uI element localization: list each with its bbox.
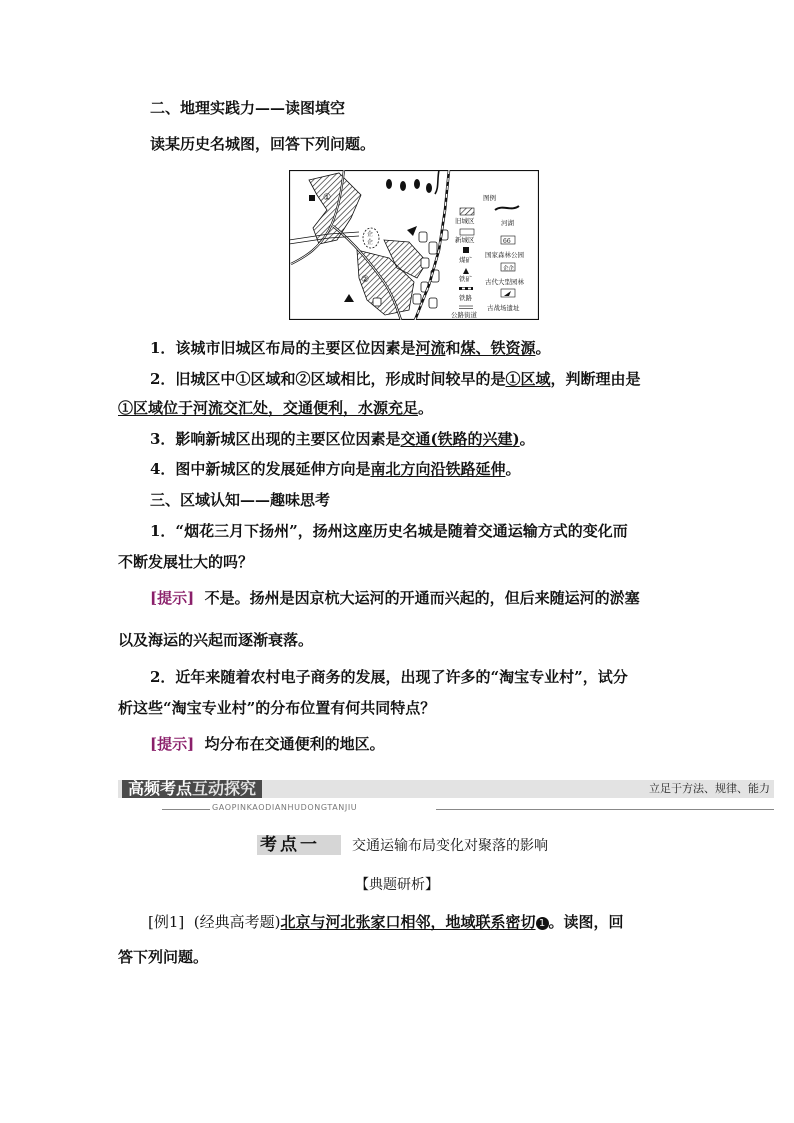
example-section-label: 【典题研析】	[355, 877, 439, 893]
think-2-line2: 析这些“淘宝专业村”的分布位置有何共同特点？	[118, 699, 436, 717]
legend-new-city: 新城区	[455, 236, 475, 244]
example-1-line1: [例1] (经典高考题)北京与河北张家口相邻，地域联系密切 1 。读图，回	[148, 913, 624, 931]
think-2-line1: 2．近年来随着农村电子商务的发展，出现了许多的“淘宝专业村”，试分	[150, 668, 628, 686]
think-1-hint-line1: [提示] 不是。扬州是因京杭大运河的开通而兴起的，但后来随运河的淤塞	[150, 589, 640, 607]
banner-title: 高频考点互动探究	[122, 780, 262, 798]
think-1-hint-line2: 以及海运的兴起而逐渐衰落。	[118, 631, 314, 649]
legend-forest-park: 国家森林公园	[485, 251, 524, 259]
svg-text:企: 企	[367, 239, 374, 246]
question-2-line2: ①区域位于河流交汇处，交通便利，水源充足。	[118, 399, 434, 417]
svg-text:企企: 企企	[503, 266, 515, 272]
section2-heading: 二、地理实践力——读图填空	[150, 99, 346, 117]
legend-road: 公路街道	[451, 311, 477, 319]
banner-pinyin: GAOPINKAODIANHUDONGTANJIU	[212, 803, 358, 812]
section3-heading: 三、区域认知——趣味思考	[150, 491, 331, 509]
legend-old-city: 旧城区	[455, 217, 475, 225]
legend-river: 河湖	[501, 219, 514, 227]
section-banner	[118, 780, 774, 800]
marker-2: ②	[361, 275, 370, 285]
svg-text:66: 66	[503, 238, 511, 245]
historic-city-map	[289, 170, 539, 320]
think-1-line2: 不断发展壮大的吗？	[118, 553, 254, 571]
example-1-line2: 答下列问题。	[118, 948, 209, 966]
legend-railway: 铁路	[459, 294, 472, 302]
svg-text:企: 企	[367, 231, 374, 238]
kaodian-label: 考点一	[260, 835, 320, 855]
section2-intro: 读某历史名城图，回答下列问题。	[150, 135, 376, 153]
banner-tagline: 立足于方法、规律、能力	[649, 782, 770, 795]
legend-title: 图例	[483, 194, 496, 202]
annotation-mark: 1	[536, 917, 549, 930]
banner-divider-left	[162, 809, 210, 810]
legend-iron: 铁矿	[459, 275, 472, 283]
think-2-hint: [提示] 均分布在交通便利的地区。	[150, 735, 385, 753]
banner-divider-right	[436, 809, 774, 810]
question-1: 1．该城市旧城区布局的主要区位因素是河流和煤、铁资源。	[150, 339, 551, 357]
question-3: 3．影响新城区出现的主要区位因素是交通(铁路的兴建)。	[150, 430, 535, 448]
think-1-line1: 1．“烟花三月下扬州”，扬州这座历史名城是随着交通运输方式的变化而	[150, 522, 628, 540]
question-4: 4．图中新城区的发展延伸方向是南北方向沿铁路延伸。	[150, 460, 521, 478]
marker-1: ①	[323, 193, 332, 203]
legend-garden: 古代大型园林	[485, 278, 524, 286]
legend-battlefield: 古战场遗址	[487, 304, 520, 312]
coal-mine-icon	[309, 195, 315, 201]
question-2-line1: 2．旧城区中①区域和②区域相比，形成时间较早的是①区域，判断理由是	[150, 370, 641, 388]
kaodian-title: 交通运输布局变化对聚落的影响	[352, 838, 548, 854]
legend-coal: 煤矿	[459, 256, 472, 264]
